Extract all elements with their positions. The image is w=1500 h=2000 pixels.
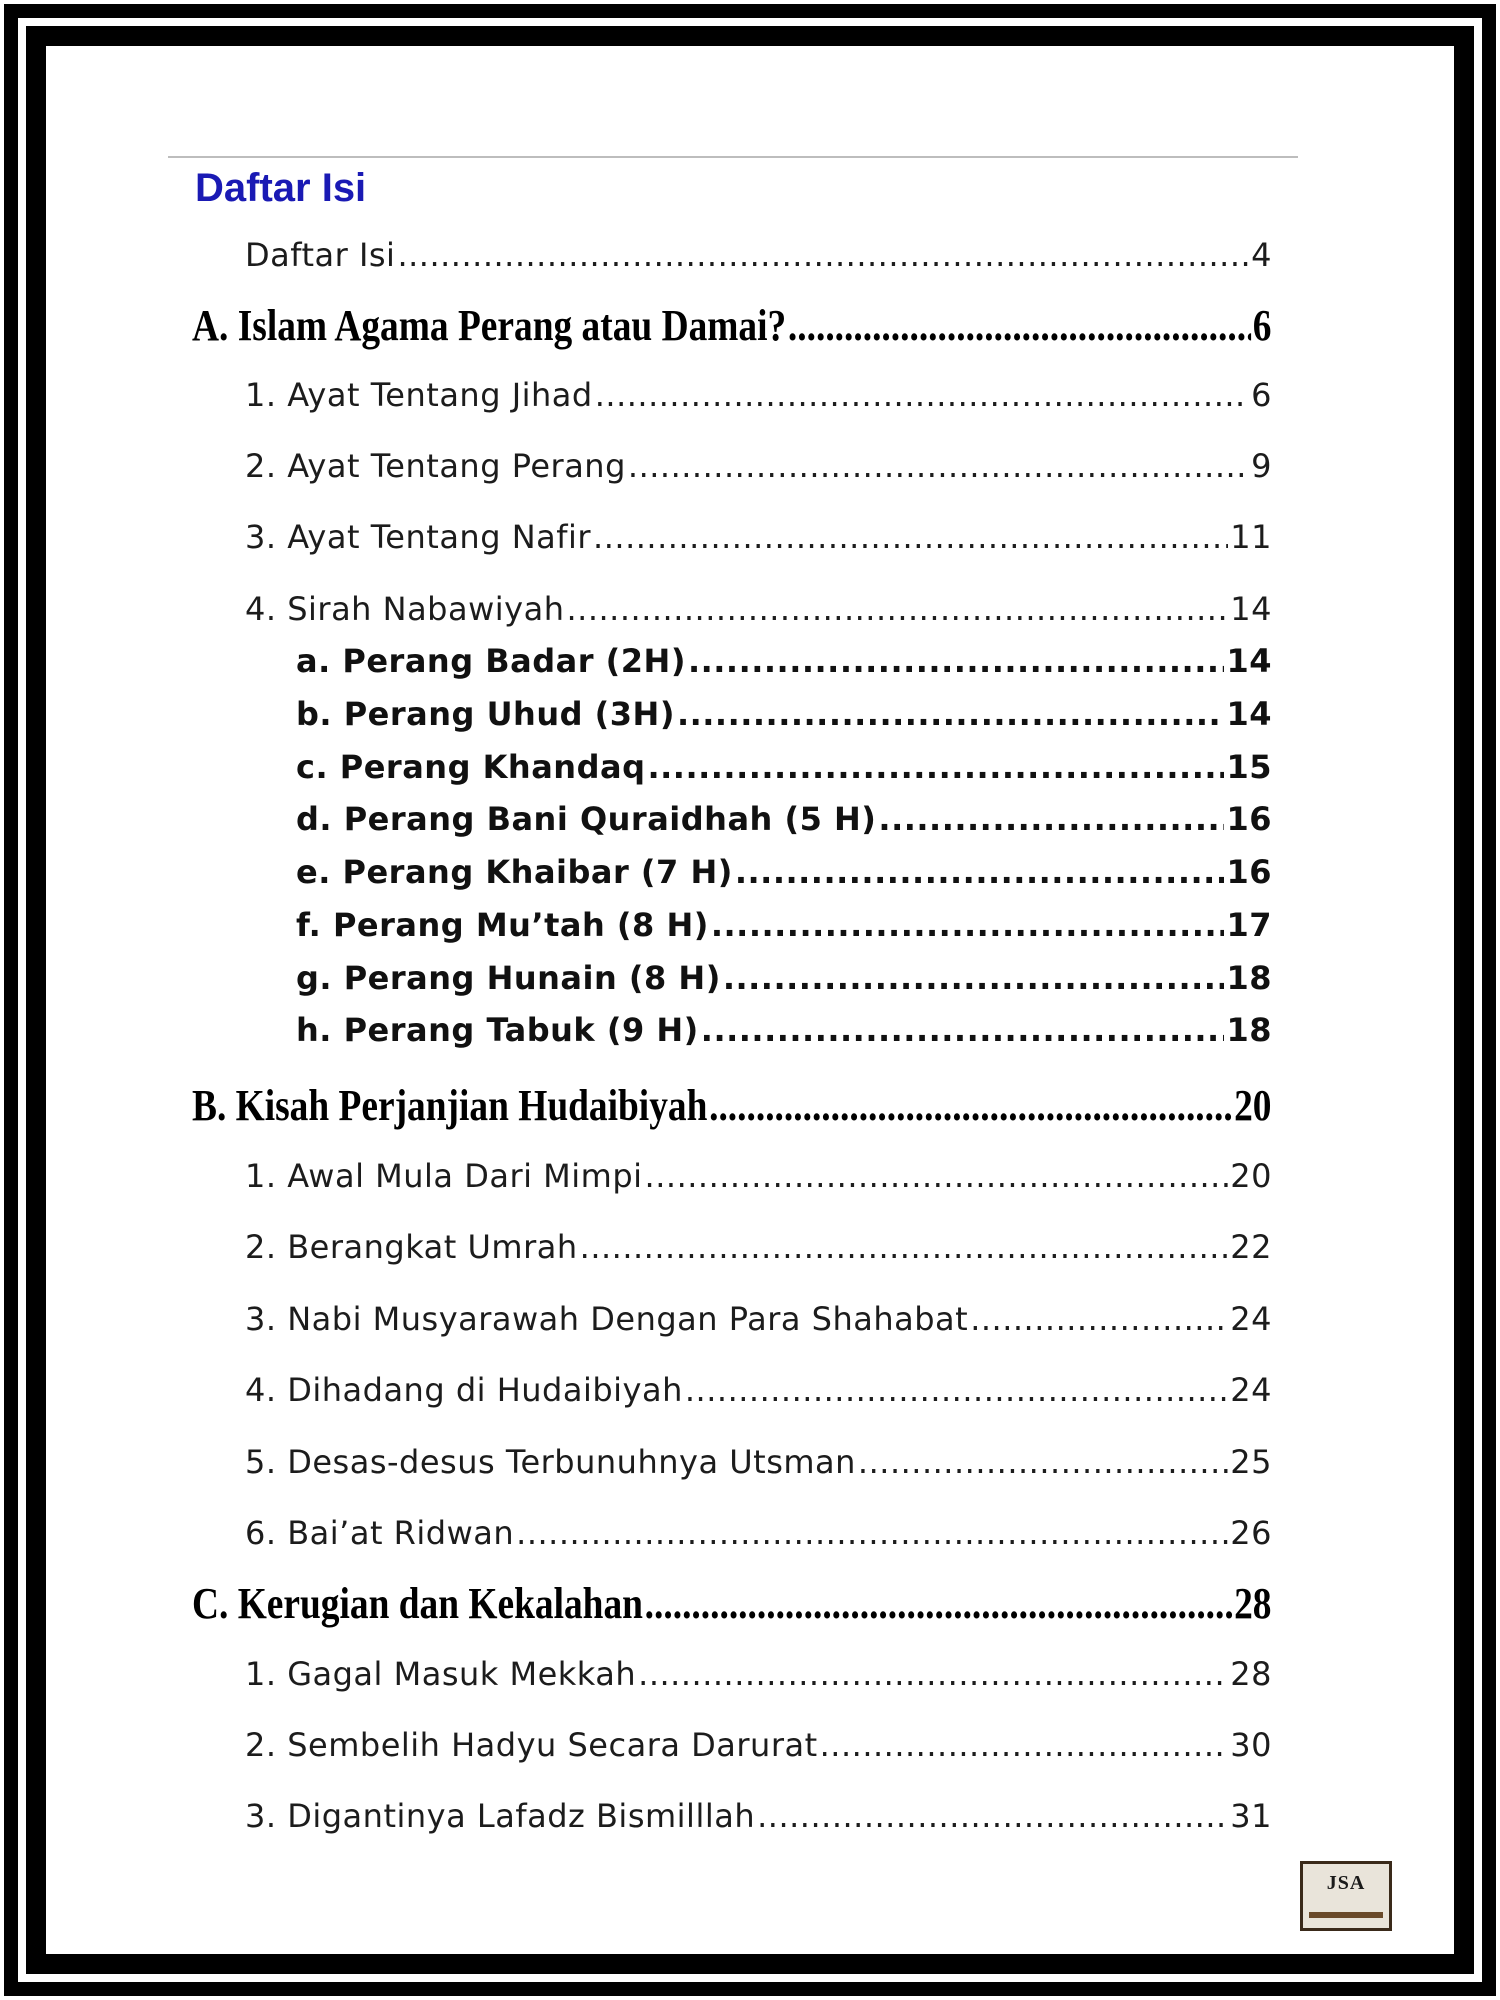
toc-entry-page: 17 — [1226, 906, 1272, 944]
toc-entry-label: g. Perang Hunain (8 H) — [296, 959, 721, 997]
toc-entry-a1[interactable] — [245, 376, 1272, 414]
toc-entry-page: 14 — [1226, 642, 1272, 680]
toc-entry-label: c. Perang Khandaq — [296, 748, 646, 786]
toc-entry-label: 2. Sembelih Hadyu Secara Darurat — [245, 1726, 818, 1764]
toc-entry-b5[interactable] — [245, 1443, 1272, 1481]
dot-leader — [878, 800, 1224, 838]
toc-entry-label: h. Perang Tabuk (9 H) — [296, 1011, 699, 1049]
toc-entry-page: 9 — [1251, 447, 1272, 485]
toc-entry-page: 20 — [1230, 1157, 1272, 1195]
dot-leader — [580, 1228, 1229, 1266]
toc-entry-a2[interactable] — [245, 447, 1272, 485]
toc-entry-a3[interactable] — [245, 518, 1272, 556]
toc-entry-page: 14 — [1226, 695, 1272, 733]
toc-entry-page: 18 — [1226, 959, 1272, 997]
toc-entry-a4g[interactable] — [296, 959, 1272, 997]
toc-entry-c2[interactable] — [245, 1726, 1272, 1764]
dot-leader — [566, 590, 1228, 628]
toc-entry-page: 16 — [1226, 853, 1272, 891]
toc-entry-page: 22 — [1230, 1228, 1272, 1266]
toc-entry-label: 2. Ayat Tentang Perang — [245, 447, 626, 485]
toc-entry-b6[interactable] — [245, 1514, 1272, 1552]
toc-entry-label: 3. Digantinya Lafadz Bismilllah — [245, 1797, 756, 1835]
dot-leader — [677, 695, 1225, 733]
dot-leader — [723, 959, 1225, 997]
toc-entry-a4[interactable] — [245, 590, 1272, 628]
toc-entry-label: b. Perang Uhud (3H) — [296, 695, 675, 733]
toc-chapter-b[interactable] — [192, 1080, 1272, 1131]
dot-leader — [709, 1080, 1232, 1131]
toc-entry-page: 30 — [1230, 1726, 1272, 1764]
toc-chapter-c[interactable] — [192, 1578, 1272, 1629]
dot-leader — [858, 1443, 1228, 1481]
dot-leader — [701, 1011, 1225, 1049]
toc-entry-label: a. Perang Badar (2H) — [296, 642, 686, 680]
jsa-logo-bar — [1309, 1912, 1383, 1918]
toc-entry-c3[interactable] — [245, 1797, 1272, 1835]
toc-chapter-page: 6 — [1252, 301, 1272, 350]
toc-entry-label: 3. Nabi Musyarawah Dengan Para Shahabat — [245, 1300, 969, 1338]
toc-entry-label: 2. Berangkat Umrah — [245, 1228, 578, 1266]
toc-entry-label: 1. Gagal Masuk Mekkah — [245, 1655, 637, 1693]
toc-entry-b4[interactable] — [245, 1371, 1272, 1409]
dot-leader — [628, 447, 1249, 485]
dot-leader — [685, 1371, 1228, 1409]
toc-entry-a4b[interactable] — [296, 695, 1272, 733]
toc-entry-page: 31 — [1230, 1797, 1272, 1835]
toc-entry-b1[interactable] — [245, 1157, 1272, 1195]
toc-entry-page: 15 — [1226, 748, 1272, 786]
toc-entry-b2[interactable] — [245, 1228, 1272, 1266]
toc-chapter-label: C. Kerugian dan Kekalahan — [192, 1579, 643, 1628]
toc-entry-b3[interactable] — [245, 1300, 1272, 1338]
dot-leader — [593, 518, 1228, 556]
toc-entry-a4h[interactable] — [296, 1011, 1272, 1049]
toc-entry-c1[interactable] — [245, 1655, 1272, 1693]
dot-leader — [688, 642, 1225, 680]
dot-leader — [645, 1578, 1233, 1629]
toc-chapter-page: 28 — [1234, 1579, 1272, 1628]
toc-entry-daftar-isi[interactable] — [245, 236, 1272, 274]
toc-entry-a4f[interactable] — [296, 906, 1272, 944]
toc-entry-page: 6 — [1251, 376, 1272, 414]
toc-entry-a4e[interactable] — [296, 853, 1272, 891]
toc-entry-page: 28 — [1230, 1655, 1272, 1693]
toc-entry-a4c[interactable] — [296, 748, 1272, 786]
dot-leader — [647, 748, 1224, 786]
toc-entry-page: 4 — [1251, 236, 1272, 274]
toc-entry-page: 11 — [1230, 518, 1272, 556]
toc-entry-label: f. Perang Mu’tah (8 H) — [296, 906, 709, 944]
toc-entry-page: 14 — [1230, 590, 1272, 628]
toc-entry-page: 24 — [1230, 1371, 1272, 1409]
toc-chapter-label: A. Islam Agama Perang atau Damai? — [192, 301, 787, 350]
dot-leader — [516, 1514, 1228, 1552]
dot-leader — [788, 300, 1251, 351]
toc-entry-label: 4. Sirah Nabawiyah — [245, 590, 565, 628]
toc-entry-label: 6. Bai’at Ridwan — [245, 1514, 515, 1552]
toc-entry-label: 4. Dihadang di Hudaibiyah — [245, 1371, 683, 1409]
toc-chapter-page: 20 — [1234, 1081, 1272, 1130]
toc-entry-page: 16 — [1226, 800, 1272, 838]
toc-entry-label: 3. Ayat Tentang Nafir — [245, 518, 592, 556]
toc-chapter-a[interactable] — [192, 300, 1272, 351]
dot-leader — [638, 1655, 1228, 1693]
toc-entry-label: 1. Ayat Tentang Jihad — [245, 376, 593, 414]
page-title: Daftar Isi — [195, 166, 367, 210]
toc-entry-page: 24 — [1230, 1300, 1272, 1338]
toc-chapter-label: B. Kisah Perjanjian Hudaibiyah — [192, 1081, 708, 1130]
dot-leader — [711, 906, 1225, 944]
toc-entry-label: Daftar Isi — [245, 236, 396, 274]
jsa-logo — [1300, 1861, 1392, 1931]
toc-entry-label: d. Perang Bani Quraidhah (5 H) — [296, 800, 877, 838]
toc-entry-page: 25 — [1230, 1443, 1272, 1481]
toc-entry-label: 1. Awal Mula Dari Mimpi — [245, 1157, 643, 1195]
dot-leader — [645, 1157, 1229, 1195]
toc-entry-label: 5. Desas-desus Terbunuhnya Utsman — [245, 1443, 856, 1481]
toc-entry-page: 18 — [1226, 1011, 1272, 1049]
toc-entry-a4d[interactable] — [296, 800, 1272, 838]
dot-leader — [735, 853, 1225, 891]
dot-leader — [397, 236, 1249, 274]
dot-leader — [970, 1300, 1228, 1338]
dot-leader — [595, 376, 1249, 414]
jsa-logo-text: JSA — [1326, 1872, 1366, 1894]
dot-leader — [757, 1797, 1228, 1835]
dot-leader — [820, 1726, 1229, 1764]
toc-entry-label: e. Perang Khaibar (7 H) — [296, 853, 733, 891]
toc-entry-a4a[interactable] — [296, 642, 1272, 680]
toc-entry-page: 26 — [1230, 1514, 1272, 1552]
